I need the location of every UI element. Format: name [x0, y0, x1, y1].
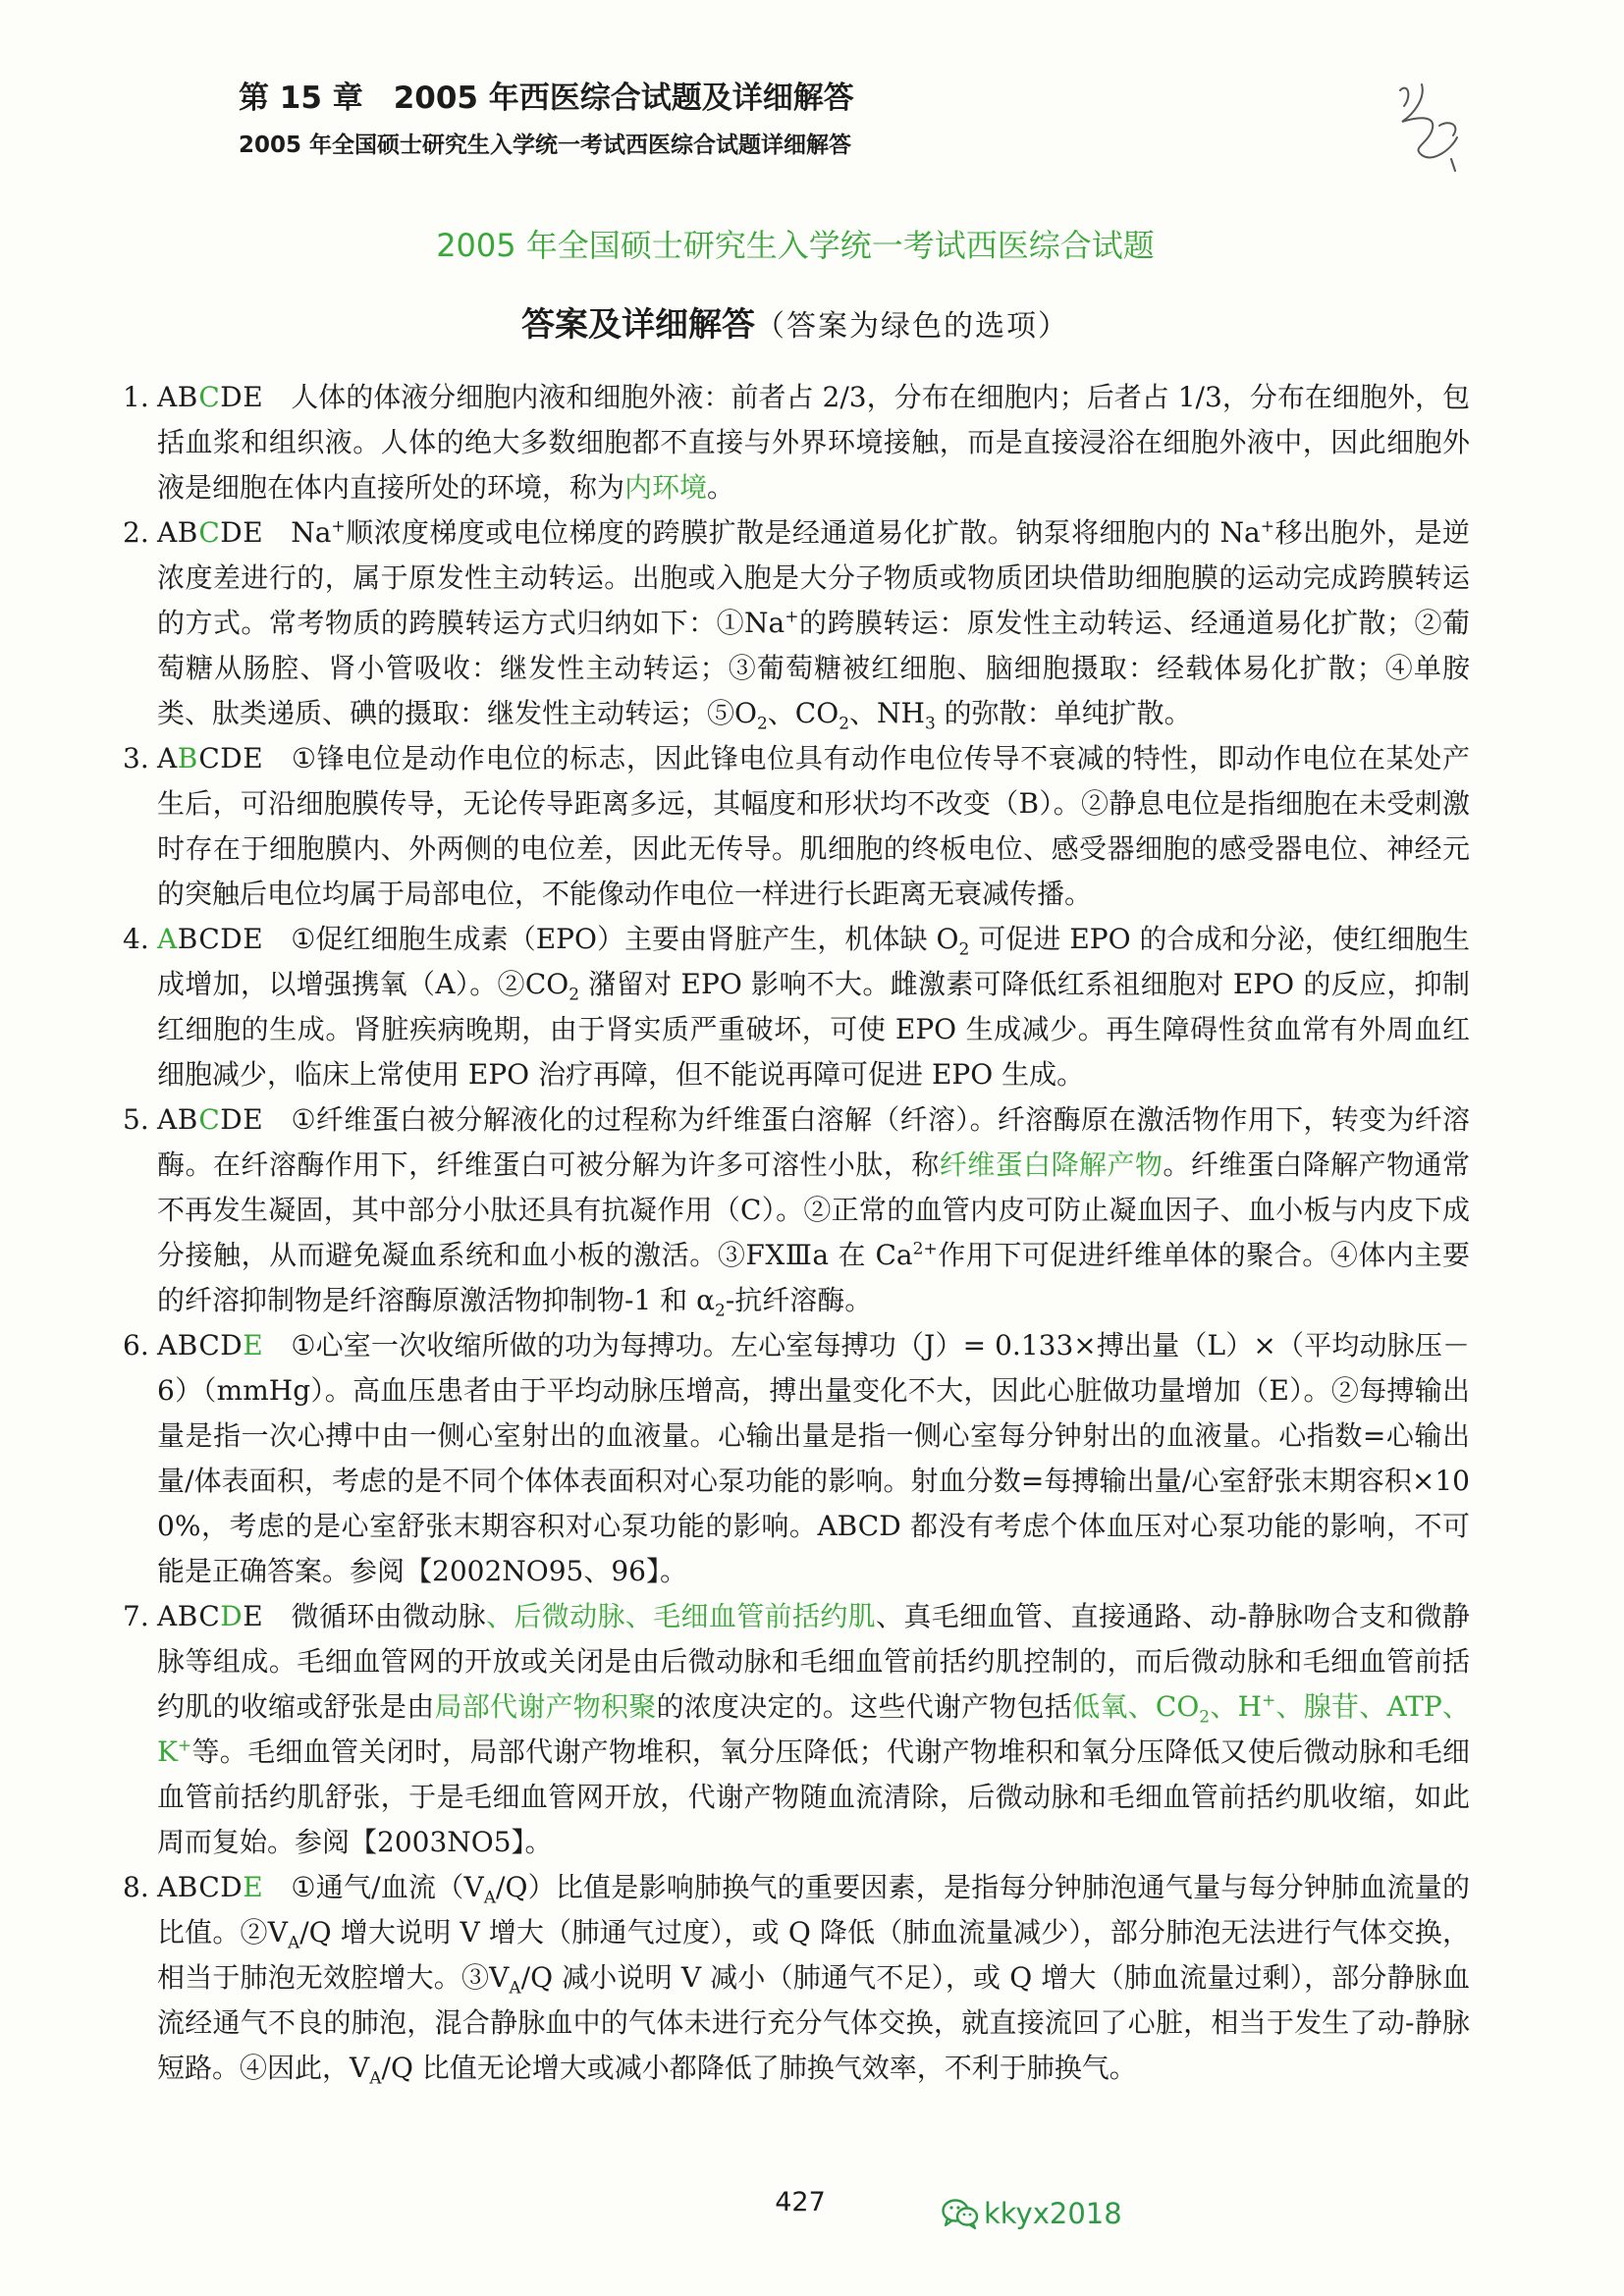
option-letter: D	[220, 1103, 244, 1136]
answer-item	[123, 510, 1470, 736]
answer-item	[123, 1594, 1470, 1865]
explanation-segment: /Q 减小说明 V 减小（肺通气不足），或 Q 增大（肺血流量过剩），部分静脉血流经通气不良的肺泡，混合静脉血中的气体未进行充分气体交换，就直接流回了心脏，相当于发生了动-静脉短路。④因此，V	[157, 1961, 1470, 2084]
option-letter: C	[198, 1329, 221, 1362]
explanation-text	[157, 1871, 1470, 2089]
highlighted-answer-text: 纤维蛋白降解产物	[939, 1148, 1164, 1181]
option-letter: E	[243, 1600, 264, 1632]
option-letter: E	[243, 923, 264, 955]
option-letter: C	[198, 923, 221, 955]
option-letter: A	[157, 1329, 178, 1362]
highlighted-answer-text: 低氧、CO	[1072, 1690, 1200, 1723]
explanation-segment: ①促红细胞生成素（EPO）主要由肾脏产生，机体缺 O	[291, 923, 959, 955]
explanation-segment: ①锋电位是动作电位的标志，因此锋电位具有动作电位传导不衰减的特性，即动作电位在某处产生后，可沿细胞膜传导，无论传导距离多远，其幅度和形状均不改变（B）。②静息电位是指细胞在未受刺激时存在于细胞膜内、外两侧的电位差，因此无传导。肌细胞的终板电位、感受器细胞的感受器电位、神经元的突触后电位均属于局部电位，不能像动作电位一样进行长距离无衰减传播。	[157, 742, 1470, 910]
explanation-segment: 2	[568, 985, 580, 1005]
explanation-segment: Na	[291, 516, 332, 549]
option-letter: E	[243, 742, 264, 774]
option-letter: D	[220, 381, 244, 413]
question-number: 8.	[123, 1871, 149, 1903]
answer-options	[157, 742, 263, 774]
option-letter: D	[220, 1329, 244, 1362]
option-letter: D	[220, 1871, 244, 1903]
question-number: 4.	[123, 923, 149, 955]
answer-item	[123, 375, 1470, 510]
option-letter: B	[177, 1871, 199, 1903]
option-letter: A	[157, 1600, 178, 1632]
explanation-segment: 2	[715, 1301, 726, 1321]
running-title: 2005 年全国硕士研究生入学统一考试西医综合试题详细解答	[239, 133, 852, 158]
correct-option-letter: B	[177, 742, 199, 774]
correct-option-letter: E	[243, 1329, 264, 1362]
subtitle-note: （答案为绿色的选项）	[755, 309, 1069, 344]
option-letter: A	[157, 516, 178, 549]
explanation-segment: 潴留对 EPO 影响不大。雌激素可降低红系祖细胞对 EPO 的反应，抑制红细胞的生成。肾脏疾病晚期，由于肾实质严重破坏，可使 EPO 生成减少。再生障碍性贫血常有外周血红细胞减少，临床上常使用 EPO 治疗再障，但不能说再障可促进 EPO 生成。	[157, 968, 1470, 1091]
section-subtitle	[403, 300, 1188, 355]
explanation-segment: ①纤维蛋白被分解液化的过程称为纤维蛋白溶解（纤溶）。纤溶酶原在激活物作用下，转变为纤溶酶。在纤溶酶作用下，纤维蛋白可被分解为许多可溶性小肽，称	[157, 1103, 1470, 1181]
explanation-segment: /Q 比值无论增大或减小都降低了肺换气效率，不利于肺换气。	[381, 2052, 1137, 2084]
option-letter: D	[220, 516, 244, 549]
answer-list	[123, 375, 1470, 2091]
answer-options	[157, 516, 263, 549]
highlighted-answer-text: 内环境	[624, 471, 708, 504]
correct-option-letter: D	[220, 1600, 244, 1632]
answer-item	[123, 1323, 1470, 1594]
subtitle-main: 答案及详细解答	[521, 305, 755, 345]
question-number: 3.	[123, 742, 149, 774]
explanation-segment: A	[483, 1888, 497, 1908]
answer-options	[157, 381, 263, 413]
explanation-segment: 、NH	[849, 697, 925, 729]
explanation-segment: 顺浓度梯度或电位梯度的跨膜扩散是经通道易化扩散。钠泵将细胞内的 Na	[345, 516, 1261, 549]
chapter-header: 第 15 章 2005 年西医综合试题及详细解答	[239, 80, 854, 116]
highlighted-answer-text: 、H	[1210, 1690, 1263, 1723]
explanation-text	[157, 923, 1470, 1091]
correct-option-letter: C	[198, 516, 221, 549]
option-letter: B	[177, 1103, 199, 1136]
explanation-segment: A	[287, 1933, 300, 1953]
correct-option-letter: E	[243, 1871, 264, 1903]
answer-options	[157, 1329, 263, 1362]
explanation-segment: 。纤维蛋白降解产物通常不再发生凝固，其中部分小肽还具有抗凝作用（C）。②正常的血管内皮可防止凝血因子、血小板与内皮下成分接触，从而避免凝血系统和血小板的激活。③FⅩⅢa 在 Ca	[157, 1148, 1470, 1271]
option-letter: B	[177, 1329, 199, 1362]
correct-option-letter: A	[157, 923, 178, 955]
highlighted-answer-text: 、后微动脉、毛细血管前括约肌	[486, 1600, 877, 1632]
answer-options	[157, 1600, 263, 1632]
explanation-segment: 人体的体液分细胞内液和细胞外液：前者占 2/3，分布在细胞内；后者占 1/3，分布在细胞外，包括血浆和组织液。人体的绝大多数细胞都不直接与外界环境接触，而是直接浸浴在细胞外液中，因此细胞外液是细胞在体内直接所处的环境，称为	[157, 381, 1470, 504]
watermark	[941, 2193, 1122, 2234]
explanation-segment: ①通气/血流（V	[291, 1871, 484, 1903]
explanation-segment: 、真毛细血管、直接通路、动-静脉吻合支和微静脉等组成。毛细血管网的开放或关闭是由后微动脉和毛细血管前括约肌控制的，而后微动脉和毛细血管前括约肌的收缩或舒张是由	[157, 1600, 1470, 1723]
option-letter: A	[157, 742, 178, 774]
wechat-icon	[941, 2197, 980, 2230]
explanation-text	[157, 742, 1470, 910]
question-number: 2.	[123, 516, 149, 549]
explanation-segment: /Q）比值是影响肺换气的重要因素，是指每分钟肺泡通气量与每分钟肺血流量的比值。②V	[157, 1871, 1470, 1949]
option-letter: A	[157, 381, 178, 413]
option-letter: A	[157, 1103, 178, 1136]
answer-item	[123, 736, 1470, 917]
explanation-text	[157, 1600, 1470, 1858]
option-letter: C	[198, 742, 221, 774]
explanation-segment: 等。毛细血管关闭时，局部代谢产物堆积，氧分压降低；代谢产物堆积和氧分压降低又使后微动脉和毛细血管前括约肌舒张，于是毛细血管网开放，代谢产物随血流清除，后微动脉和毛细血管前括约肌收缩，如此周而复始。参阅【2003NO5】。	[157, 1735, 1470, 1858]
correct-option-letter: C	[198, 1103, 221, 1136]
explanation-segment: 、CO	[767, 697, 839, 729]
explanation-text	[157, 516, 1470, 734]
answer-item	[123, 1865, 1470, 2091]
explanation-segment: 2	[958, 939, 970, 960]
explanation-segment: -抗纤溶酶。	[725, 1284, 873, 1316]
option-letter: A	[157, 1871, 178, 1903]
explanation-text	[157, 381, 1470, 504]
question-number: 1.	[123, 381, 149, 413]
highlighted-answer-text: 2	[1199, 1707, 1211, 1728]
explanation-segment: 3	[924, 714, 936, 734]
option-letter: B	[177, 923, 199, 955]
page-number: 427	[775, 2187, 826, 2217]
explanation-segment: 移出胞外，是逆浓度差进行的，属于原发性主动转运。出胞或入胞是大分子物质或物质团块借助细胞膜的运动完成跨膜转运的方式。常考物质的跨膜转运方式归纳如下：①Na	[157, 516, 1470, 639]
explanation-segment: A	[509, 1978, 521, 1999]
option-letter: D	[220, 923, 244, 955]
answer-item	[123, 1097, 1470, 1323]
explanation-segment: 的跨膜转运：原发性主动转运、经通道易化扩散；②葡萄糖从肠腔、肾小管吸收：继发性主动转运；③葡萄糖被红细胞、脑细胞摄取：经载体易化扩散；④单胺类、肽类递质、碘的摄取：继发性主动转运；⑤O	[157, 607, 1470, 729]
highlighted-answer-text: 局部代谢产物积聚	[434, 1690, 657, 1723]
answer-options	[157, 1103, 263, 1136]
question-number: 5.	[123, 1103, 149, 1136]
explanation-segment: 2+	[912, 1239, 938, 1259]
document-title: 2005 年全国硕士研究生入学统一考试西医综合试题	[436, 227, 1155, 264]
explanation-segment: 2	[839, 714, 850, 734]
option-letter: B	[177, 516, 199, 549]
explanation-segment: +	[331, 516, 346, 537]
highlighted-answer-text: +	[177, 1735, 192, 1756]
question-number: 7.	[123, 1600, 149, 1632]
explanation-segment: /Q 增大说明 V 增大（肺通气过度），或 Q 降低（肺血流量减少），部分肺泡无法进行气体交换，相当于肺泡无效腔增大。③V	[157, 1916, 1470, 1994]
handwritten-mark-icon	[1382, 77, 1473, 175]
option-letter: B	[177, 1600, 199, 1632]
highlighted-answer-text: +	[1262, 1690, 1276, 1711]
option-letter: E	[243, 516, 264, 549]
answer-options	[157, 923, 263, 955]
question-number: 6.	[123, 1329, 149, 1362]
explanation-segment: 。	[707, 471, 735, 504]
explanation-segment: 2	[756, 714, 768, 734]
watermark-text: kkyx2018	[984, 2197, 1122, 2230]
explanation-text	[157, 1329, 1470, 1587]
explanation-segment: ①心室一次收缩所做的功为每搏功。左心室每搏功（J）= 0.133×搏出量（L）×（平均动脉压－6）（mmHg）。高血压患者由于平均动脉压增高，搏出量变化不大，因此心脏做功量增加（E）。②每搏输出量是指一次心搏中由一侧心室射出的血液量。心输出量是指一侧心室每分钟射出的血液量。心指数=心输出量/体表面积，考虑的是不同个体体表面积对心泵功能的影响。射血分数=每搏输出量/心室舒张末期容积×100%，考虑的是心室舒张末期容积对心泵功能的影响。ABCD 都没有考虑个体血压对心泵功能的影响，不可能是正确答案。参阅【2002NO95、96】。	[157, 1329, 1470, 1587]
explanation-segment: 可促进 EPO 的合成和分泌，使红细胞生成增加，以增强携氧（A）。②CO	[157, 923, 1470, 1000]
explanation-segment: +	[1260, 516, 1275, 537]
option-letter: C	[198, 1600, 221, 1632]
explanation-segment: 的弥散：单纯扩散。	[935, 697, 1192, 729]
explanation-segment: 微循环由微动脉	[291, 1600, 487, 1632]
option-letter: E	[243, 1103, 264, 1136]
option-letter: C	[198, 1871, 221, 1903]
explanation-segment: +	[785, 607, 799, 627]
correct-option-letter: C	[198, 381, 221, 413]
explanation-text	[157, 1103, 1470, 1321]
option-letter: E	[243, 381, 264, 413]
explanation-segment: 作用下可促进纤维单体的聚合。④体内主要的纤溶抑制物是纤溶酶原激活物抑制物-1 和 α	[157, 1239, 1470, 1316]
answer-item	[123, 917, 1470, 1097]
highlighted-answer-text: 、腺苷、ATP、K	[157, 1690, 1470, 1768]
answer-options	[157, 1871, 263, 1903]
explanation-segment: 的浓度决定的。这些代谢产物包括	[656, 1690, 1073, 1723]
option-letter: B	[177, 381, 199, 413]
option-letter: D	[220, 742, 244, 774]
explanation-segment: A	[369, 2068, 382, 2089]
